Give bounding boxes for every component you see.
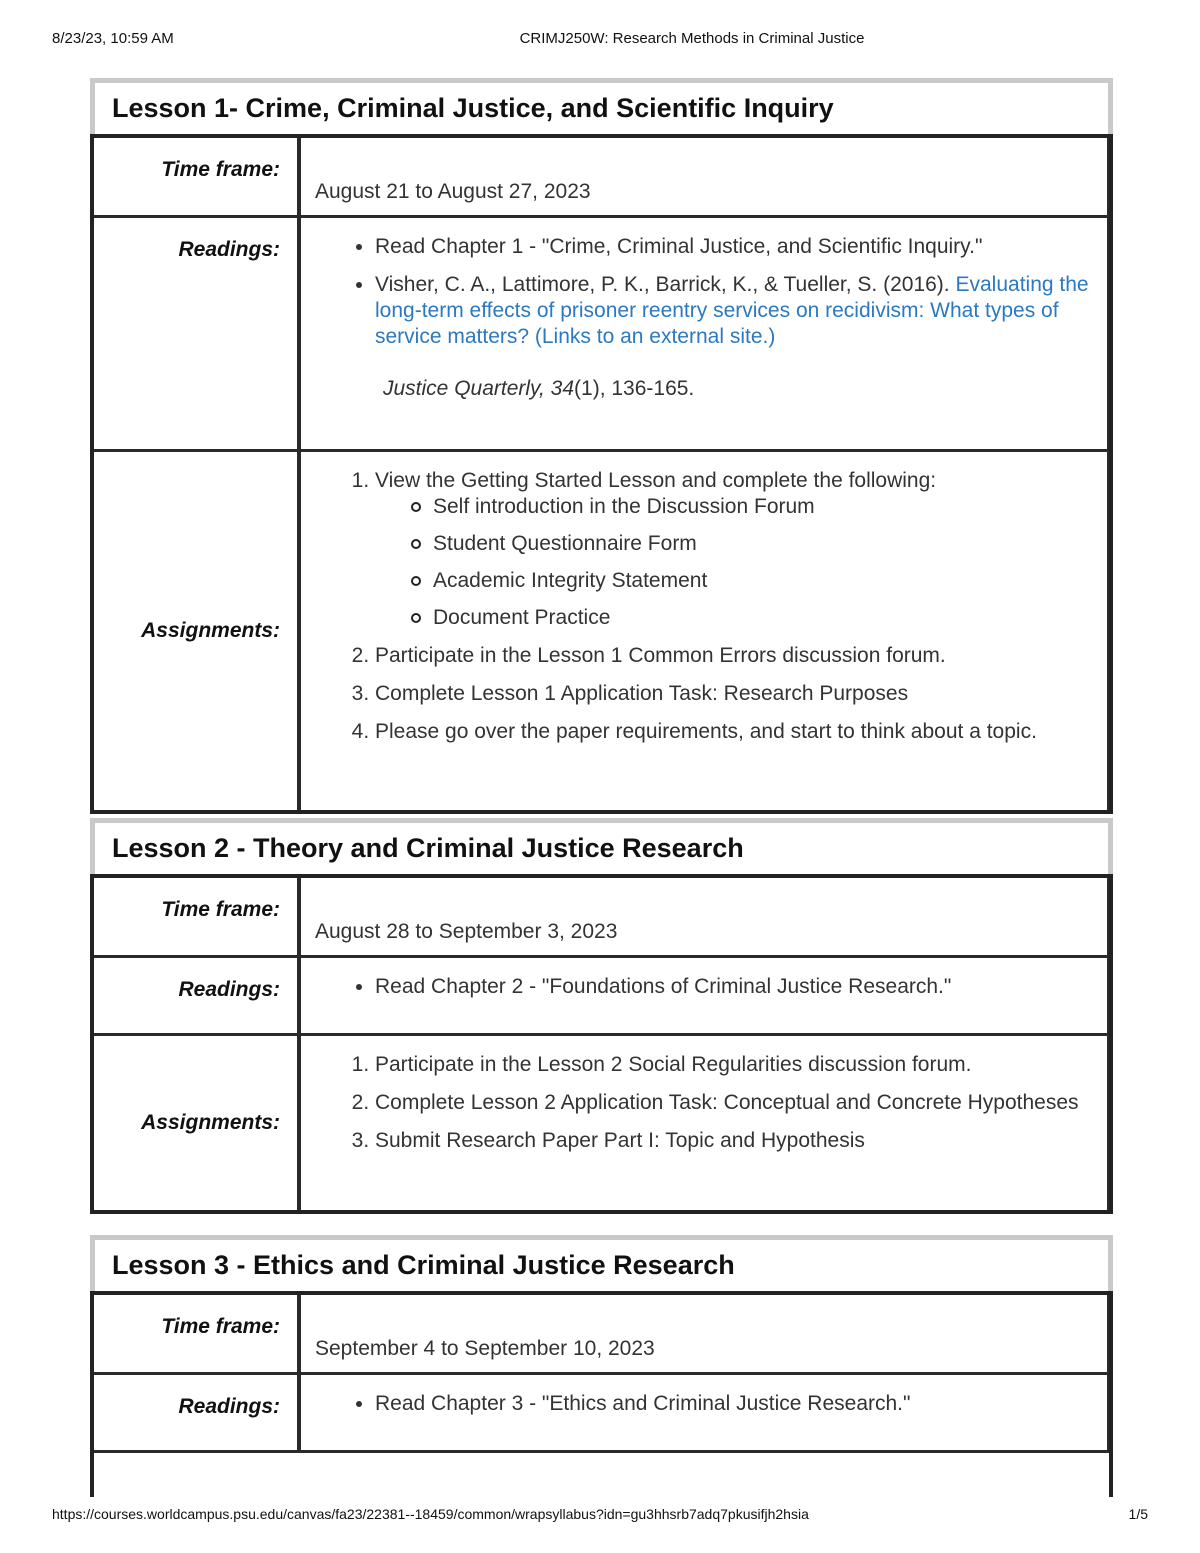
list-item: 3. Complete Lesson 1 Application Task: Research Purposes — [375, 681, 1089, 707]
reading-citation — [375, 376, 1089, 402]
lesson-2-title: Lesson 2 - Theory and Criminal Justice Research — [90, 818, 1113, 874]
readings-label: Readings: — [94, 1375, 301, 1453]
readings-label: Readings: — [94, 218, 301, 452]
lesson-2-section — [90, 818, 1113, 1214]
print-datetime: 8/23/23, 10:59 AM — [52, 30, 174, 47]
list-item: 1. View the Getting Started Lesson and complete the following: Self introduction in the Discussion Forum Student Questionnaire Form Academic Integrity Statement Document Practice — [375, 468, 1089, 631]
list-item: 3. Submit Research Paper Part I: Topic and Hypothesis — [375, 1128, 1089, 1154]
lesson-2-table — [90, 874, 1113, 1214]
time-frame-label: Time frame: — [94, 878, 301, 958]
lesson-3-title: Lesson 3 - Ethics and Criminal Justice Research — [90, 1235, 1113, 1291]
lesson-3-section — [90, 1235, 1113, 1497]
list-item: • Read Chapter 3 - "Ethics and Criminal Justice Research." — [375, 1391, 1089, 1417]
lesson-2-assignments-list — [315, 1052, 1089, 1154]
lesson-2-time-frame: August 28 to September 3, 2023 — [315, 920, 618, 943]
lesson-3-time-frame: September 4 to September 10, 2023 — [315, 1337, 655, 1360]
sub-list-item: Student Questionnaire Form — [433, 531, 1089, 557]
journal-name: Justice Quarterly, 34 — [383, 377, 575, 400]
empty-cell — [301, 1453, 1109, 1497]
lesson-2-readings-list — [315, 974, 1089, 1000]
sub-list-item: Self introduction in the Discussion Forum — [433, 494, 1089, 520]
readings-label: Readings: — [94, 958, 301, 1036]
lesson-1-title: Lesson 1- Crime, Criminal Justice, and Scientific Inquiry — [90, 78, 1113, 134]
list-item: • Read Chapter 2 - "Foundations of Criminal Justice Research." — [375, 974, 1089, 1000]
assignments-label: Assignments: — [94, 1036, 301, 1210]
empty-cell — [94, 1453, 301, 1497]
sub-list-item: Document Practice — [433, 605, 1089, 631]
lesson-1-assignments-list — [315, 468, 1089, 745]
time-frame-label: Time frame: — [94, 138, 301, 218]
list-item: • Read Chapter 1 - "Crime, Criminal Justice, and Scientific Inquiry." — [375, 234, 1089, 260]
lesson-1-section — [90, 78, 1113, 814]
reading-authors: Visher, C. A., Lattimore, P. K., Barrick, K., & Tueller, S. (2016). — [375, 273, 956, 296]
article-link[interactable]: Evaluating the long-term effects of prisoner reentry services on recidivism: What types of service matters? (Links to an external site.) — [375, 273, 1089, 348]
time-frame-label: Time frame: — [94, 1295, 301, 1375]
lesson-3-table — [90, 1291, 1113, 1497]
list-item: 2. Participate in the Lesson 1 Common Errors discussion forum. — [375, 643, 1089, 669]
print-url: https://courses.worldcampus.psu.edu/canvas/fa23/22381--18459/common/wrapsyllabus?idn=gu3hhsrb7adq7pkusifjh2hsia — [52, 1506, 809, 1522]
lesson-1-time-frame: August 21 to August 27, 2023 — [315, 180, 591, 203]
lesson-1-readings-list — [315, 234, 1089, 402]
lesson-3-readings-list — [315, 1391, 1089, 1417]
list-item — [375, 272, 1089, 402]
print-page-title: CRIMJ250W: Research Methods in Criminal Justice — [519, 30, 865, 47]
journal-issue: (1), 136-165. — [574, 377, 695, 400]
print-page-number: 1/5 — [1128, 1506, 1148, 1522]
list-item: 1. Participate in the Lesson 2 Social Regularities discussion forum. — [375, 1052, 1089, 1078]
sub-list — [375, 494, 1089, 631]
assignments-label: Assignments: — [94, 452, 301, 810]
sub-list-item: Academic Integrity Statement — [433, 568, 1089, 594]
list-item: 4. Please go over the paper requirements, and start to think about a topic. — [375, 719, 1089, 745]
lesson-1-table — [90, 134, 1113, 814]
list-item: 2. Complete Lesson 2 Application Task: Conceptual and Concrete Hypotheses — [375, 1090, 1089, 1116]
